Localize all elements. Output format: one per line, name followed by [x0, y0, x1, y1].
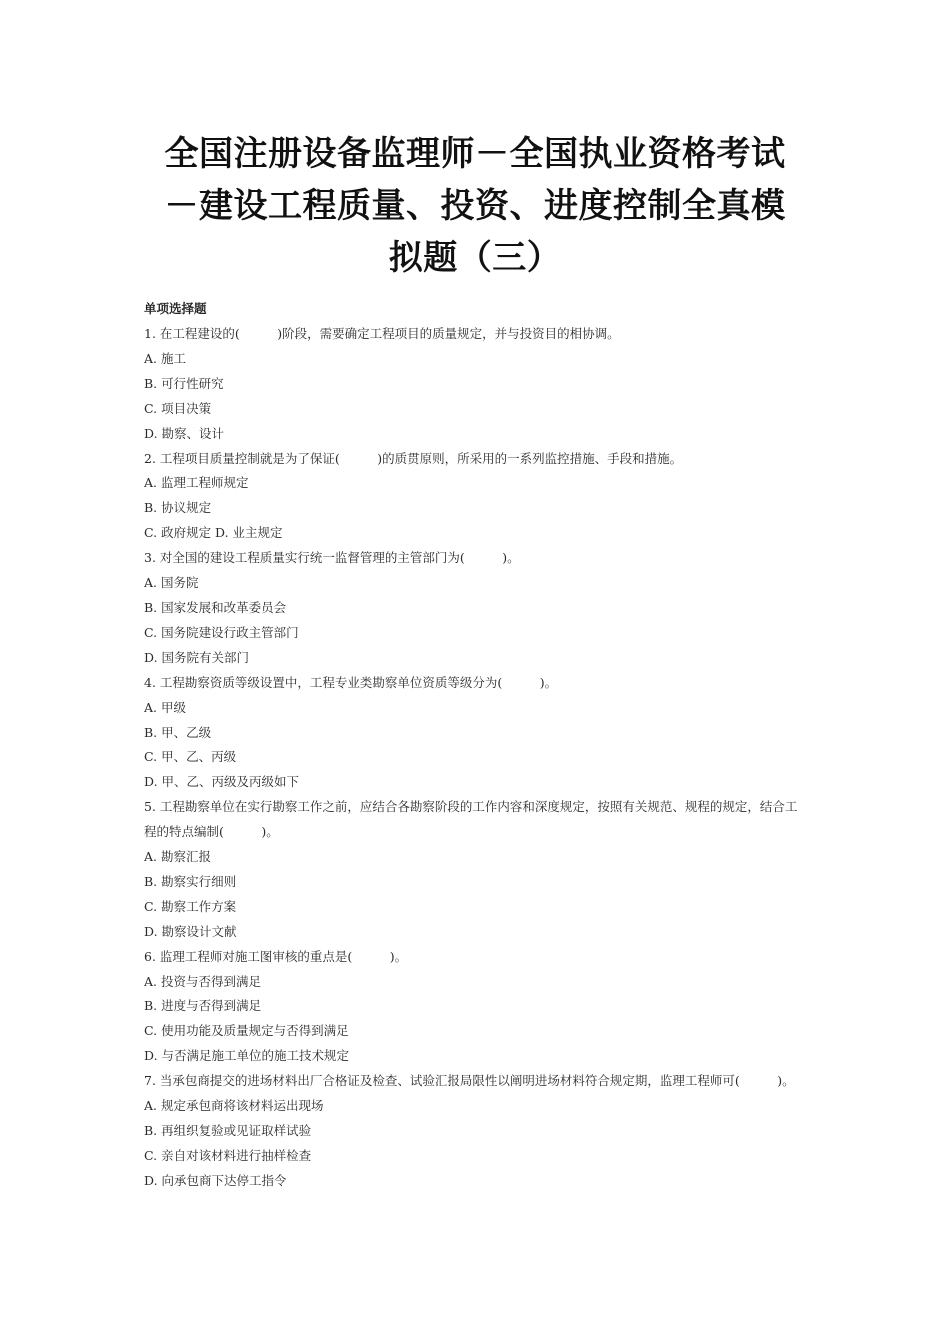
- question-text: 5. 工程勘察单位在实行勘察工作之前，应结合各勘察阶段的工作内容和深度规定，按照有关规范、规程的规定，结合工程的特点编制( )。: [144, 799, 798, 840]
- answer-option: D. 国务院有关部门: [144, 649, 250, 665]
- answer-option: A. 规定承包商将该材料运出现场: [144, 1098, 324, 1114]
- answer-option: C. 国务院建设行政主管部门: [144, 624, 299, 640]
- answer-option: B. 协议规定: [144, 500, 212, 516]
- question-text: 1. 在工程建设的( )阶段，需要确定工程项目的质量规定，并与投资目的相协调。: [144, 326, 620, 341]
- question-text: 3. 对全国的建设工程质量实行统一监督管理的主管部门为( )。: [144, 550, 520, 566]
- answer-option: D. 勘察、设计: [144, 425, 225, 441]
- answer-option: A. 施工: [144, 350, 186, 366]
- answer-option: D. 向承包商下达停工指令: [144, 1172, 287, 1188]
- question-text: 4. 工程勘察资质等级设置中，工程专业类勘察单位资质等级分为( )。: [144, 674, 558, 690]
- question-text: 7. 当承包商提交的进场材料出厂合格证及检查、试验汇报局限性以阐明进场材料符合规定期，监理工程师可( )。: [144, 1073, 795, 1089]
- document-title: 全国注册设备监理师－全国执业资格考试－建设工程质量、投资、进度控制全真模拟题（三）: [164, 134, 786, 278]
- answer-option: C. 项目决策: [144, 400, 212, 416]
- question-list: [144, 322, 806, 1194]
- answer-option: A. 监理工程师规定: [144, 475, 249, 491]
- answer-option: A. 甲级: [144, 699, 186, 715]
- answer-option: B. 国家发展和改革委员会: [144, 599, 287, 615]
- section-heading: 单项选择题: [144, 301, 207, 316]
- answer-option: B. 进度与否得到满足: [144, 998, 262, 1014]
- answer-option: C. 使用功能及质量规定与否得到满足: [144, 1023, 349, 1039]
- answer-option: A. 国务院: [144, 575, 199, 591]
- answer-option: C. 亲自对该材料进行抽样检查: [144, 1147, 312, 1163]
- answer-option: C. 甲、乙、丙级: [144, 749, 237, 765]
- answer-option: D. 勘察设计文献: [144, 923, 237, 939]
- answer-option: B. 可行性研究: [144, 375, 224, 391]
- answer-option: D. 与否满足施工单位的施工技术规定: [144, 1048, 350, 1064]
- question-text: 2. 工程项目质量控制就是为了保证( )的质贯原则，所采用的一系列监控措施、手段和措施。: [144, 450, 683, 466]
- answer-option: B. 勘察实行细则: [144, 873, 237, 889]
- answer-option: D. 甲、乙、丙级及丙级如下: [144, 774, 300, 790]
- answer-option: A. 勘察汇报: [144, 849, 211, 865]
- answer-option: B. 甲、乙级: [144, 724, 212, 740]
- answer-option: B. 再组织复验或见证取样试验: [144, 1123, 312, 1138]
- answer-option: A. 投资与否得到满足: [144, 973, 261, 989]
- answer-option: C. 勘察工作方案: [144, 898, 237, 914]
- question-text: 6. 监理工程师对施工图审核的重点是( )。: [144, 948, 408, 964]
- answer-option: C. 政府规定 D. 业主规定: [144, 525, 283, 541]
